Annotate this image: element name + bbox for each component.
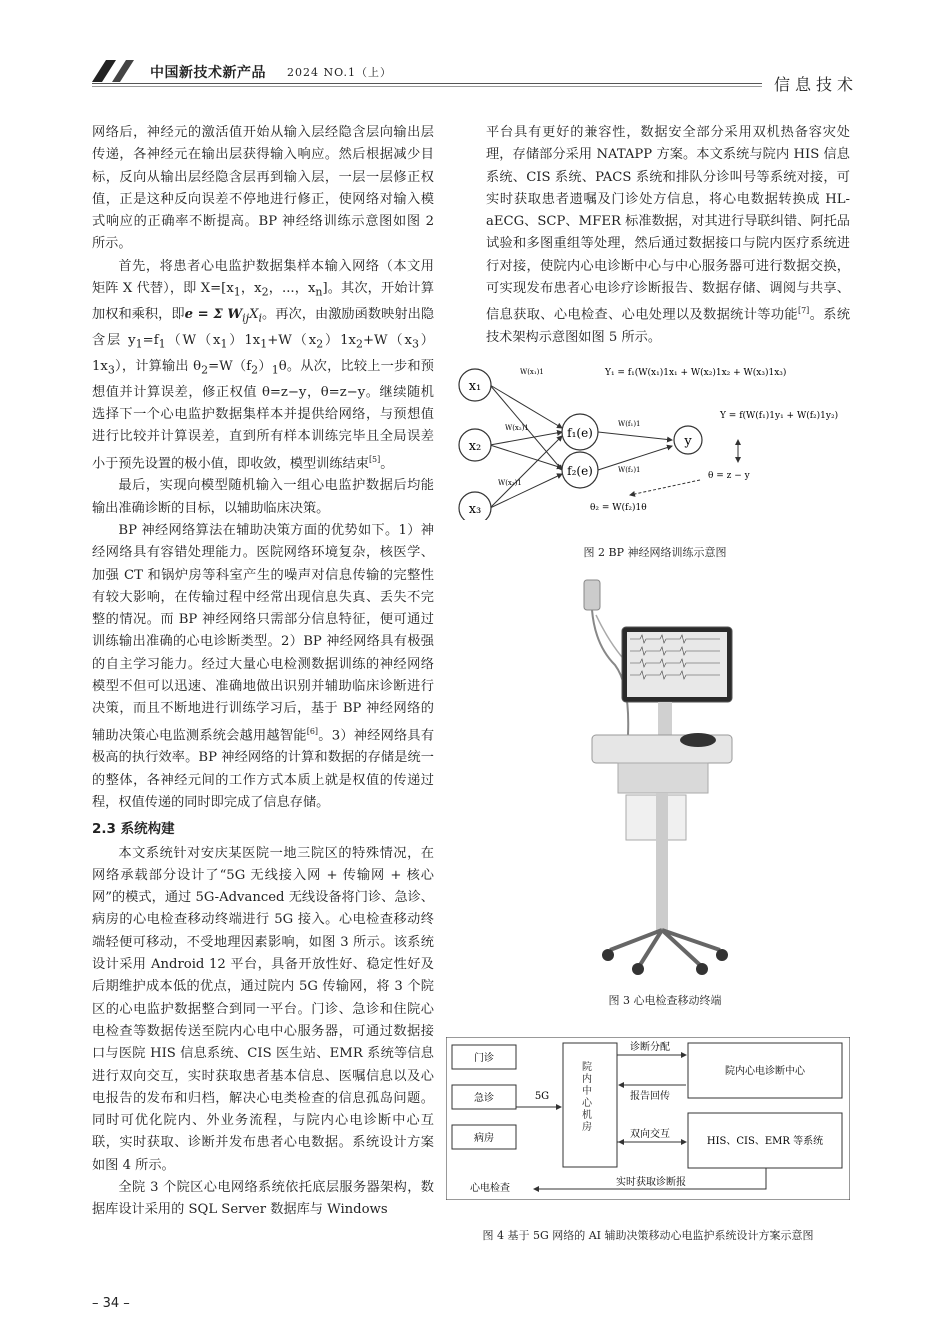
- label-diagnosis-assign: 诊断分配: [630, 1042, 670, 1053]
- paragraph: 全院 3 个院区心电网络系统依托底层服务器架构，数据库设计采用的 SQL Server 数据库与 Windows: [92, 1180, 434, 1218]
- left-column: [92, 122, 434, 1222]
- figure-4-caption: 图 4 基于 5G 网络的 AI 辅助决策移动心电监护系统设计方案示意图: [482, 1229, 814, 1242]
- label-x1: x₁: [468, 379, 482, 394]
- figure-2-bp-network: [450, 360, 860, 520]
- label-ecg-check: 心电检查: [470, 1183, 510, 1194]
- equation-y: Y = f(W(f₁)1y₁ + W(f₂)1y₂): [720, 411, 839, 421]
- header-rule: [92, 83, 762, 84]
- paragraph: 本文系统针对安庆某医院一地三院区的特殊情况，在网络承载部分设计了“5G 无线接入网 + 传输网 + 核心网”的模式，通过 5G-Advanced 无线设备将门诊、急诊、病房的心电检查移动终端进行 5G 接入。心电检查移动终端轻便可移动，不受地理因素影响，如图 3 所示。该系统设计采用 Android 12 平台，具备开放性好、稳定性好及后期维护成本低的优点，通过院内 5G 传输网，将 3 个院区的心电监护数据整合到同一平台。门诊、急诊和住院心电检查等数据传送至院内心电中心服务器，可通过数据接口与医院 HIS 信息系统、CIS 医生站、EMR 系统等信息进行双向交互，实时获取患者基本信息、医嘱信息以及心电报告的发布和归档，解决心电类检查的信息孤岛问题。同时可优化院内、外业务流程，与院内心电诊断中心互联，实时获取、诊断并发布患者心电数据。系统设计方案如图 4 所示。: [92, 845, 434, 1173]
- header-rule-thin: [92, 86, 762, 87]
- equation-theta: θ = z − y: [708, 471, 750, 481]
- weight-x3: W(x₃)1: [498, 479, 522, 487]
- label-diagnosis-center: 院内心电诊断中心: [725, 1066, 805, 1077]
- equation-theta2: θ₂ = W(f₂)1θ: [590, 503, 647, 513]
- label-two-way: 双向交互: [630, 1129, 670, 1140]
- label-report-return: 报告回传: [630, 1091, 670, 1102]
- paragraph-formula: 首先，将患者心电监护数据集样本输入网络（本文用矩阵 X 代替），即 $X=[x_1$，$x_2$，...，$x_n$]。其次，开始计算加权和乘积，即e = Σ $W_{ij}X_i$。再次，由激励函数映射出隐含层 $y_1=f_1(W(x_1)1x_1+W(x_2)1x_2+W(x_3)1x_3)$，计算输出 $\theta_2=W(f_2)_1\theta$。从次，比较上一步和预想值并计算误差，修正权值 θ=z−y，θ=z−y。继续随机选择下一个心电监护数据集样本并提供给网络，与预想值进行比较并计算误差，直到所有样本训练完毕且全局误差小于预先设置的极小值，即收敛，模型训练结束[5]。: [92, 258, 435, 472]
- section-title: 信息技术: [773, 75, 858, 94]
- label-f1: f₁(e): [567, 426, 593, 440]
- label-his-systems: HIS、CIS、EMR 等系统: [706, 1136, 824, 1147]
- label-ward: 病房: [474, 1133, 494, 1144]
- figure-3-ecg-cart: [570, 575, 760, 985]
- journal-issue: 2024 NO.1（上）: [287, 66, 392, 79]
- figure-3-caption: 图 3 心电检查移动终端: [608, 994, 722, 1007]
- journal-name: 中国新技术新产品: [150, 65, 266, 81]
- label-x3: x₃: [468, 502, 482, 517]
- label-outpatient: 门诊: [474, 1053, 494, 1064]
- section-heading: 2.3 系统构建: [92, 821, 175, 838]
- page-number: – 34 –: [92, 1296, 130, 1311]
- label-realtime-report: 实时获取诊断报: [616, 1177, 686, 1188]
- paragraph: 平台具有更好的兼容性，数据安全部分采用双机热备容灾处理，存储部分采用 NATAPP 方案。本文系统与院内 HIS 信息系统、CIS 系统、PACS 系统和排队分诊叫号等系统对接，可实时获取患者遗嘱及门诊处方信息，将心电数据转换成 HL-aECG、SCP、MFER 标准数据，对其进行导联纠错、阿托品试验和多图重组等处理，然后通过数据接口与院内医疗系统进行对接，使院内心电诊断中心与中心服务器可进行数据交换，可实现发布患者心电诊疗诊断报告、数据存储、调阅与共享、信息获取、心电检查、心电处理以及数据统计等功能[7]。系统技术架构示意图如图 5 所示。: [486, 125, 851, 346]
- label-5g: 5G: [534, 1091, 550, 1102]
- weight-f2: W(f₂)1: [618, 466, 641, 474]
- weight-x2: W(x₂)1: [505, 424, 529, 432]
- equation-y1: Y₁ = f₁(W(x₁)1x₁ + W(x₂)1x₂ + W(x₃)1x₃): [605, 368, 787, 378]
- label-f2: f₂(e): [567, 464, 593, 478]
- label-y: y: [684, 434, 692, 449]
- paragraph: BP 神经网络算法在辅助决策方面的优势如下。1）神经网络具有容错处理能力。医院网络环境复杂，核医学、加强 CT 和锅炉房等科室产生的噪声对信息传输的完整性有较大影响，在传输过程中经常出现信息失真、丢失不完整的情况。而 BP 神经网络只需部分信息特征，便可通过训练输出准确的心电诊断类型。2）BP 神经网络具有极强的自主学习能力。经过大量心电检测数据训练的神经网络模型不但可以迅速、准确地做出识别并辅助临床诊断进行决策，而且不断地进行训练学习后，基于 BP 神经网络的辅助决策心电监测系统会越用越智能[6]。3）神经网络具有极高的执行效率。BP 神经网络的计算和数据的存储是统一的整体，各神经元间的工作方式本质上就是权值的传递过程，权值传递的同时即完成了信息存储。: [92, 523, 435, 810]
- journal-logo: [92, 60, 140, 82]
- weight-f1: W(f₁)1: [618, 420, 641, 428]
- label-emergency: 急诊: [474, 1093, 494, 1104]
- paragraph: 最后，实现向模型随机输入一组心电监护数据后均能输出准确诊断的目标，以辅助临床决策。: [92, 478, 434, 516]
- right-column: [486, 122, 850, 349]
- label-server-room-vertical: 院内中心机房: [582, 1062, 592, 1133]
- label-x2: x₂: [468, 439, 482, 454]
- figure-4-system-design: [446, 1037, 850, 1200]
- weight-x1: W(x₁)1: [520, 368, 544, 376]
- paragraph: 网络后，神经元的激活值开始从输入层经隐含层向输出层传递，各神经元在输出层获得输入响应。然后根据减少目标，反向从输出层经隐含层再到输入层，一层一层修正权值，正是这种反向误差不停地进行修正，使网络对输入模式响应的正确率不断提高。BP 神经络训练示意图如图 2 所示。: [92, 125, 434, 252]
- figure-2-caption: 图 2 BP 神经网络训练示意图: [583, 546, 727, 559]
